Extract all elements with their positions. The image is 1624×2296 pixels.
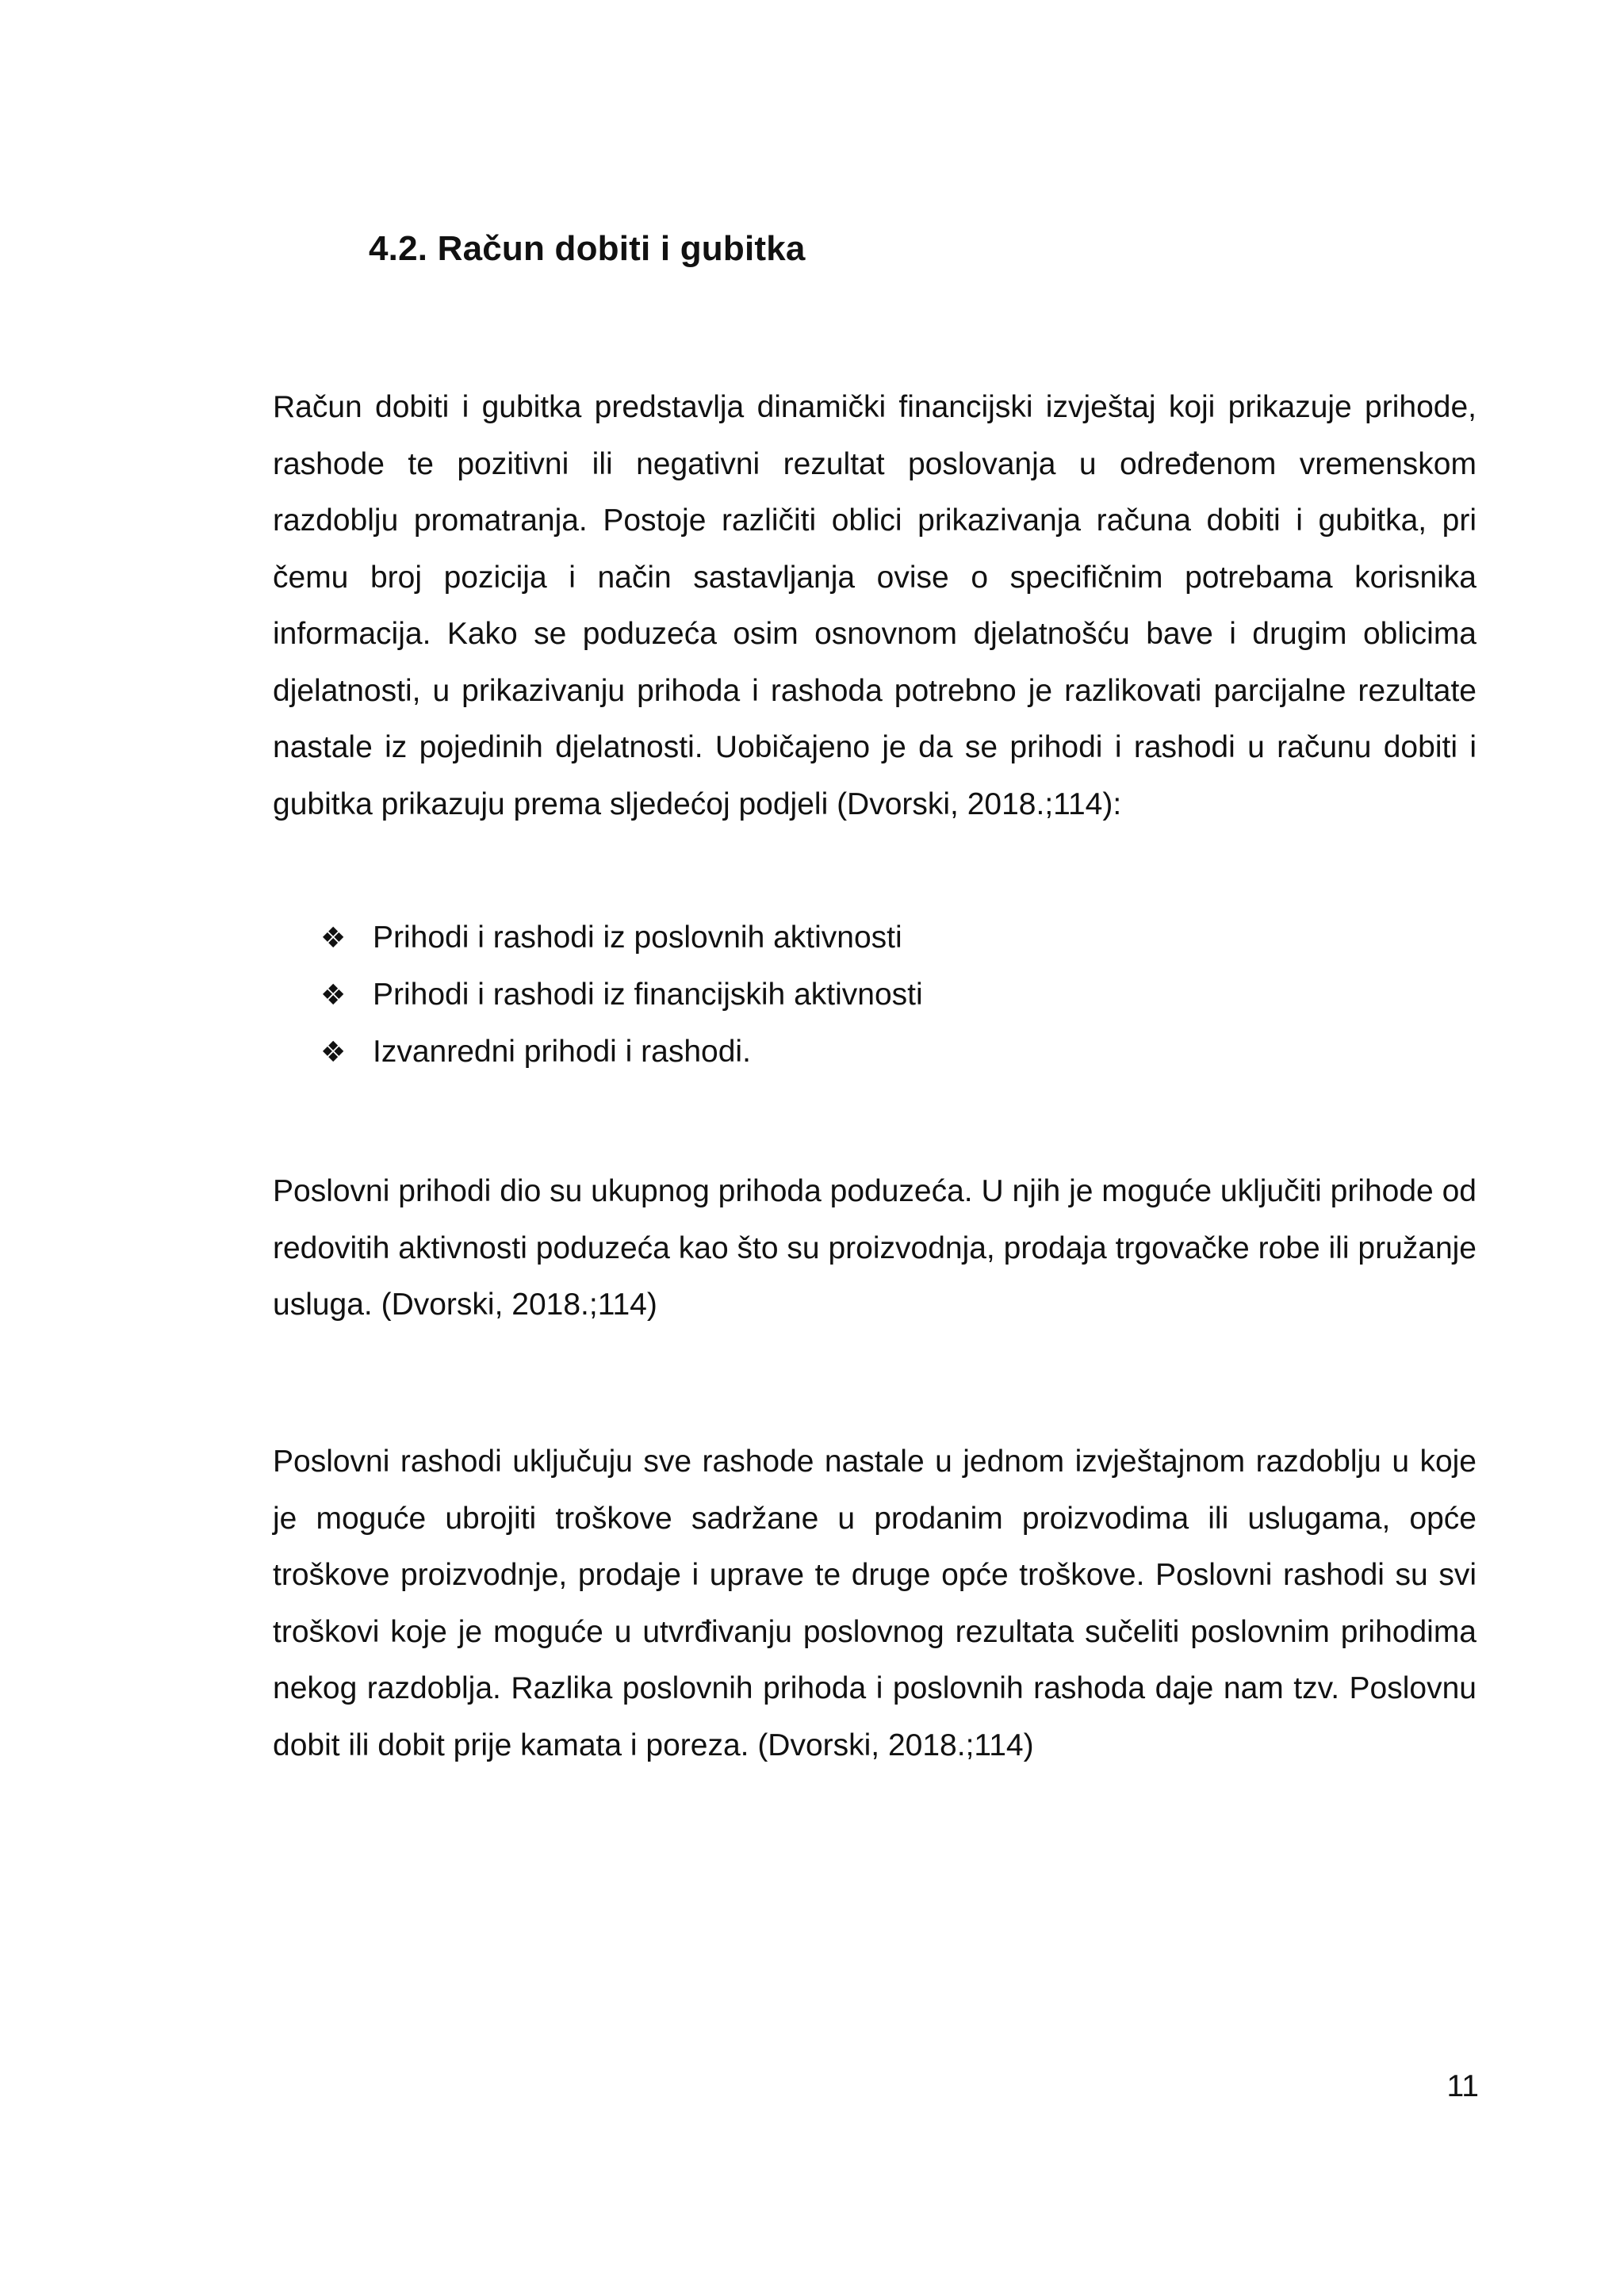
diamond-bullet-icon: ❖ [320, 978, 347, 1011]
list-item-text: Prihodi i rashodi iz financijskih aktivnosti [373, 978, 923, 1012]
paragraph-intro: Račun dobiti i gubitka predstavlja dinamički financijski izvještaj koji prikazuje prihode, rashode te pozitivni ili negativni rezultat poslovanja u određenom vremenskom razdoblju promatranja. Postoje različiti oblici prikazivanja računa dobiti i gubitka, pri čemu broj pozicija i način sastavljanja ovise o specifičnim potrebama korisnika informacija. Kako se poduzeća osim osnovnom djelatnošću bave i drugim oblicima djelatnosti, u prikazivanju prihoda i rashoda potrebno je razlikovati parcijalne rezultate nastale iz pojedinih djelatnosti. Uobičajeno je da se prihodi i rashodi u računu dobiti i gubitka prikazuju prema sljedećoj podjeli (Dvorski, 2018.;114): [273, 390, 1477, 821]
list-item [320, 1024, 923, 1081]
bullet-list [320, 909, 923, 1081]
paragraph-business-revenue: Poslovni prihodi dio su ukupnog prihoda poduzeća. U njih je moguće uključiti prihode od redovitih aktivnosti poduzeća kao što su proizvodnja, prodaja trgovačke robe ili pružanje usluga. (Dvorski, 2018.;114) [273, 1174, 1477, 1322]
list-item [320, 966, 923, 1024]
list-item-text: Prihodi i rashodi iz poslovnih aktivnosti [373, 920, 902, 955]
paragraph-business-expenses: Poslovni rashodi uključuju sve rashode nastale u jednom izvještajnom razdoblju u koje je moguće ubrojiti troškove sadržane u prodanim proizvodima ili uslugama, opće troškove proizvodnje, prodaje i uprave te druge opće troškove. Poslovni rashodi su svi troškovi koje je moguće u utvrđivanju poslovnog rezultata sučeliti poslovnim prihodima nekog razdoblja. Razlika poslovnih prihoda i poslovnih rashoda daje nam tzv. Poslovnu dobit ili dobit prije kamata i poreza. (Dvorski, 2018.;114) [273, 1445, 1477, 1762]
page-number: 11 [1446, 2069, 1479, 2103]
list-item [320, 909, 923, 966]
diamond-bullet-icon: ❖ [320, 1035, 347, 1068]
list-item-text: Izvanredni prihodi i rashodi. [373, 1035, 751, 1069]
diamond-bullet-icon: ❖ [320, 921, 347, 954]
section-heading: 4.2. Račun dobiti i gubitka [369, 229, 806, 268]
